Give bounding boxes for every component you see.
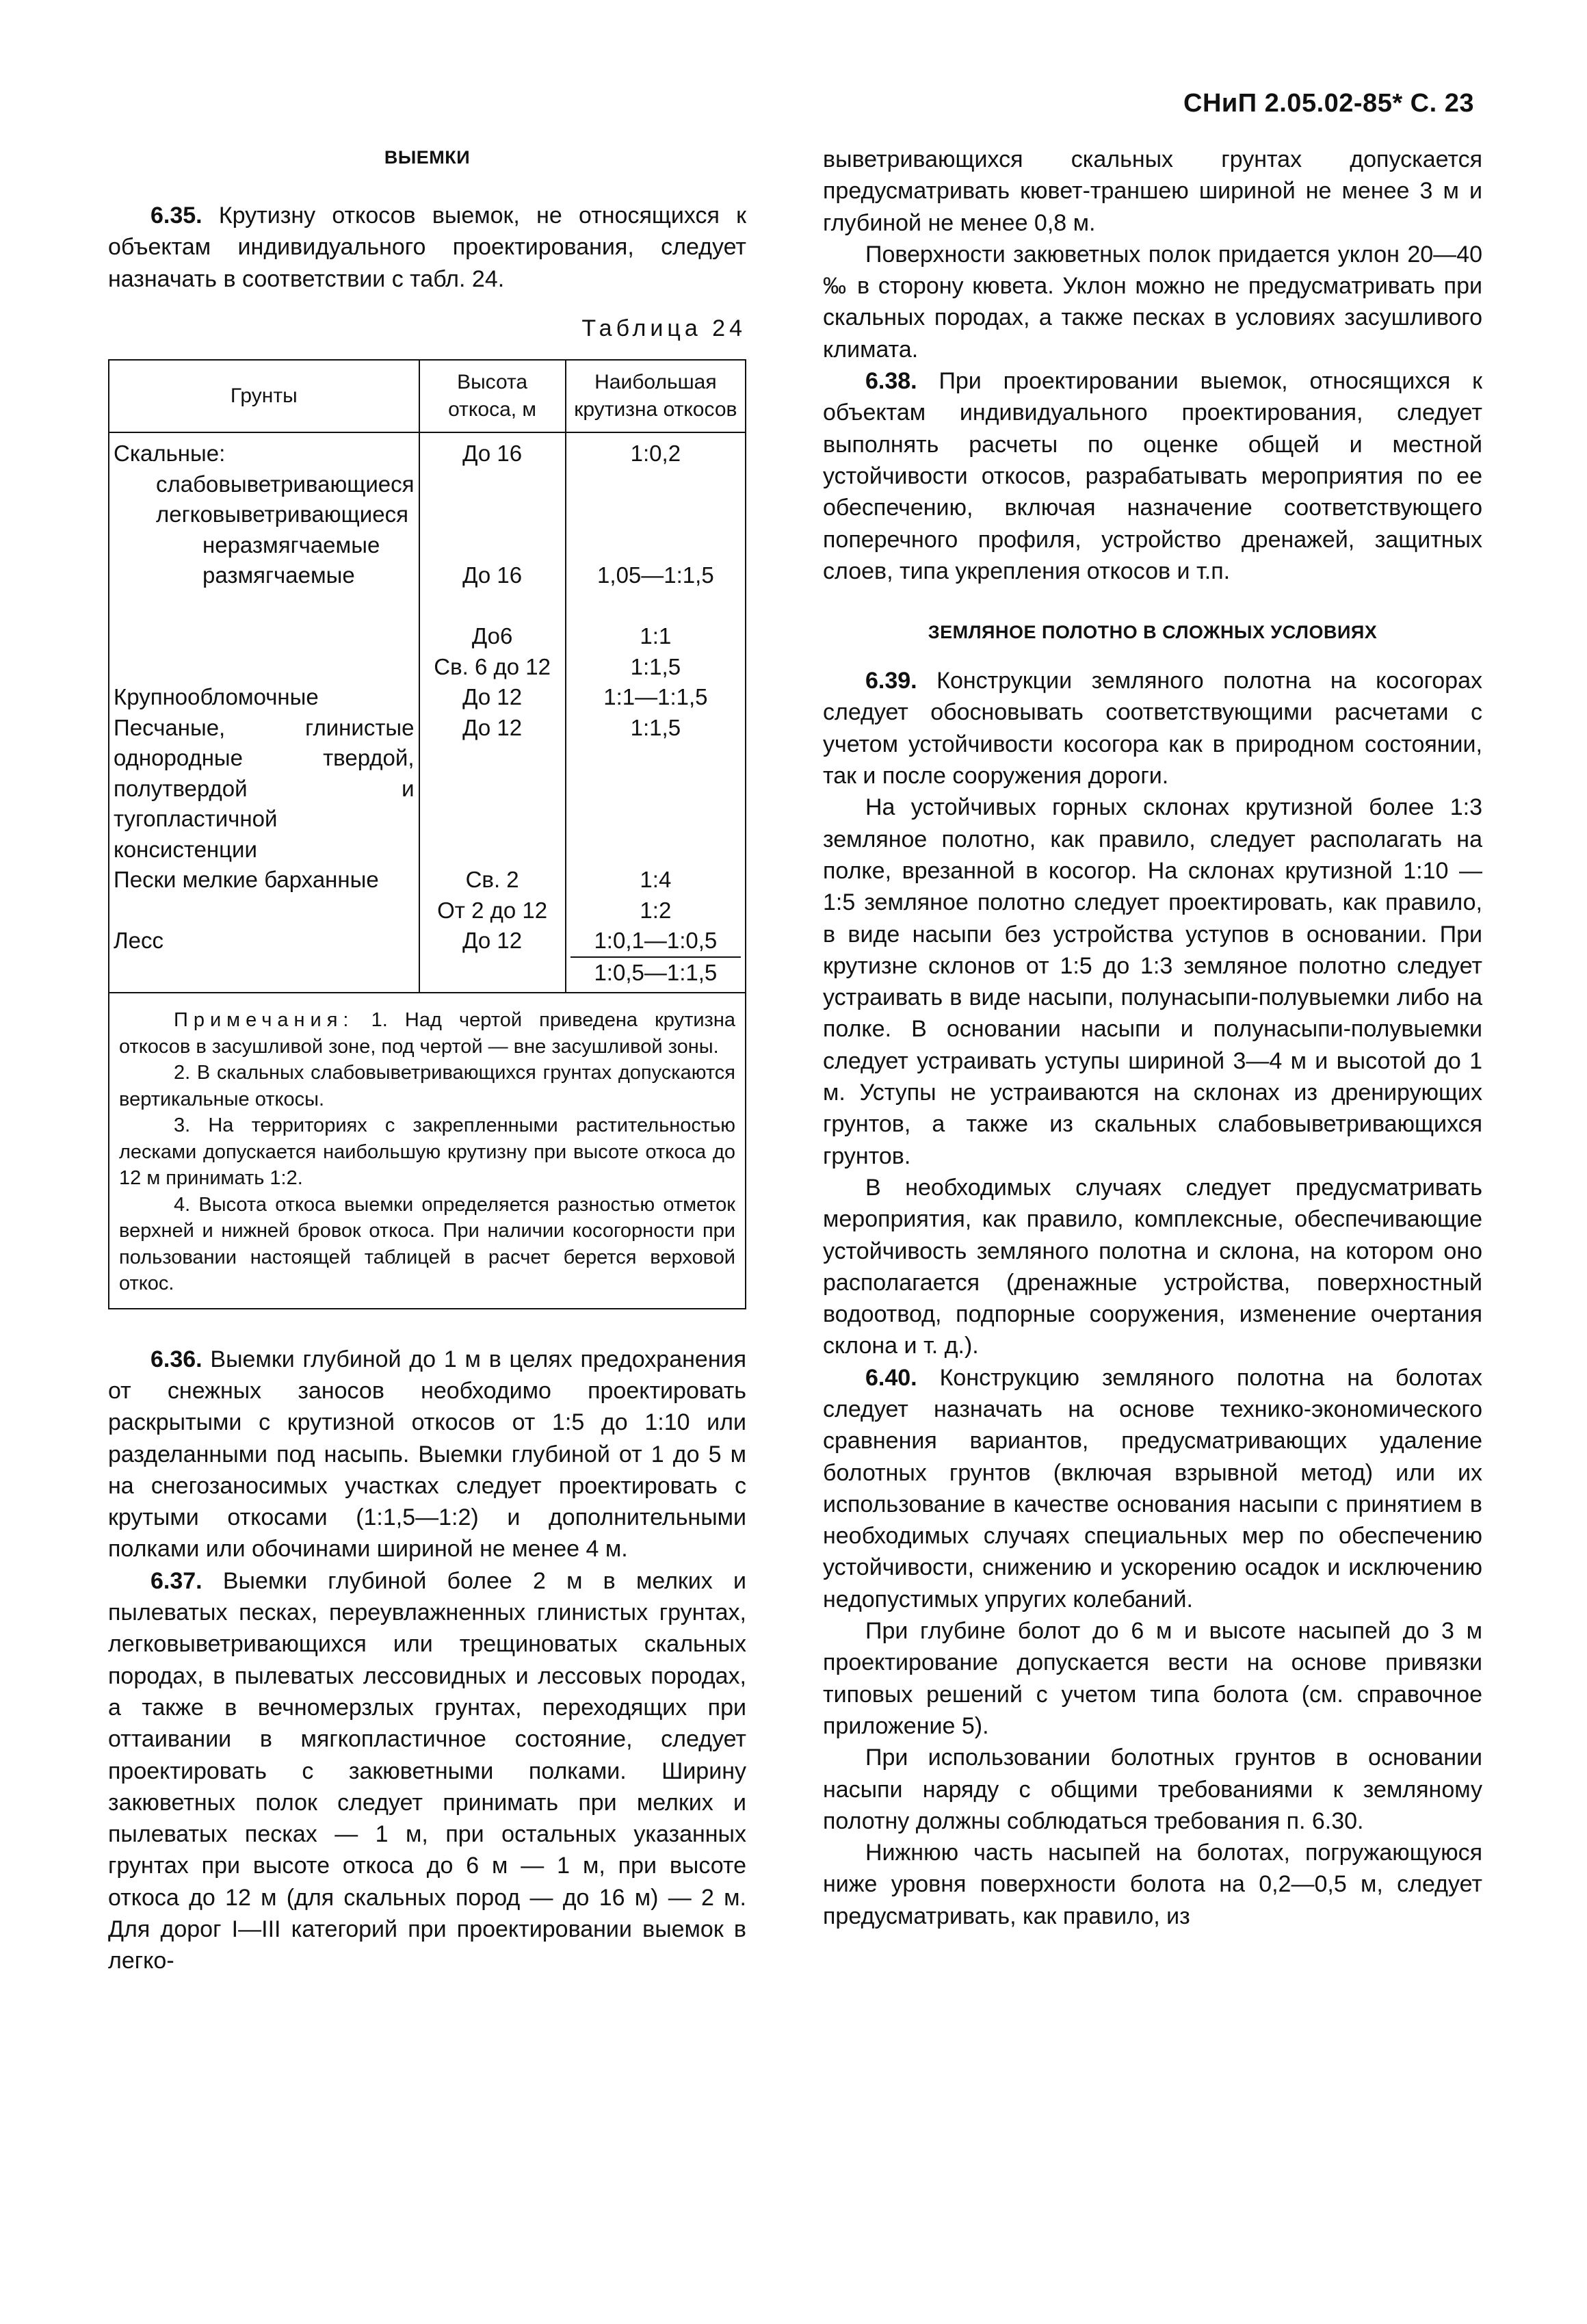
slope-value: 1:0,2	[630, 441, 681, 467]
cell-slope	[566, 865, 746, 926]
cell-slope	[566, 926, 746, 993]
cell-slope: 1:1,5	[566, 713, 746, 865]
height-value: От 2 до 12	[437, 897, 548, 923]
table-row	[109, 432, 746, 682]
table-header-row	[109, 360, 746, 432]
clause-text: Выемки глубиной до 1 м в целях предохранения от снежных заносов необходимо проектировать раскрытыми с крутизной откосов от 1:5 до 1:10 или разделанными под насыпь. Выемки глубиной от 1 до 5 м на снегозаносимых участках следует проектировать с крутыми откосами (1:1,5—1:2) и дополнительными полками или обочинами шириной не менее 4 м.	[108, 1346, 746, 1563]
paragraph-6-35	[108, 200, 746, 295]
notes-label: Примечания:	[174, 1009, 354, 1032]
height-value: До 16	[462, 562, 523, 588]
soil-non-softening: неразмягчаемые	[202, 532, 380, 558]
cell-height: До 12	[419, 713, 566, 865]
table-caption	[108, 313, 746, 344]
cell-soil: Пески мелкие барханные	[109, 865, 419, 926]
cell-slope: 1:1—1:1,5	[566, 682, 746, 713]
clause-number: 6.37.	[150, 1567, 202, 1594]
note-text: 1. Над чертой приведена крутизна откосов в засушливой зоне, под чертой — вне засушливой зоны.	[119, 1009, 735, 1058]
table-row	[109, 713, 746, 865]
note-2: 2. В скальных слабовыветривающихся грунтах допускаются вертикальные откосы.	[119, 1062, 735, 1110]
cell-slope	[566, 432, 746, 682]
paragraph-6-37-continued: выветривающихся скальных грунтах допускается предусматривать кювет-траншею шириной не менее 3 м и глубиной не менее 0,8 м.	[823, 146, 1482, 236]
left-column	[108, 144, 746, 1977]
page-header: СНиП 2.05.02-85* С. 23	[1183, 89, 1474, 118]
table-row	[109, 865, 746, 926]
section-title-excavations: ВЫЕМКИ	[384, 147, 471, 168]
cell-soil: Крупнообломочные	[109, 682, 419, 713]
paragraph-6-40-d: Нижнюю часть насыпей на болотах, погружающуюся ниже уровня поверхности болота на 0,2—0,5 м, следует предусматривать, как правило, из	[823, 1840, 1482, 1929]
cell-height	[419, 432, 566, 682]
slope-value-arid: 1:0,1—1:0,5	[570, 926, 741, 958]
slopes-table	[108, 359, 746, 993]
col-header-soils: Грунты	[109, 360, 419, 432]
slope-value: 1:1,5	[630, 653, 681, 679]
soil-rocky: Скальные:	[114, 441, 226, 467]
paragraph-6-39-b: На устойчивых горных склонах крутизной более 1:3 земляное полотно, как правило, следует располагать на полке, врезанной в косогор. На склонах крутизной 1:10 — 1:5 земляное полотно следует проектировать, как правило, в виде насыпи без устройства уступов в основании. При крутизне склонов от 1:5 до 1:3 земляное полотно следует устраивать в виде насыпи, полунасыпи-полувыемки либо на полке. В основании насыпи и полунасыпи-полувыемки следует устраивать уступы шириной 3—4 м и высотой до 1 м. Уступы не устраиваются на склонах из дренирующих грунтов, а также из скальных слабовыветривающихся грунтов.	[823, 794, 1482, 1169]
clause-text: Конструкцию земляного полотна на болотах следует назначать на основе технико-экономического сравнения вариантов, предусматривающих удаление болотных грунтов (включая взрывной метод) или их использование в качестве основания насыпи с принятием в необходимых случаях специальных мер по обеспечению устойчивости, снижению и ускорению осадок и исключению недопустимых упругих колебаний.	[823, 1364, 1482, 1613]
col-header-height: Высота откоса, м	[419, 360, 566, 432]
soil-weakly-weathering: слабовыветривающиеся	[156, 471, 415, 497]
col-header-steepness: Наибольшая крутизна откосов	[566, 360, 746, 432]
paragraph-6-39-c: В необходимых случаях следует предусматривать мероприятия, как правило, комплексные, обеспечивающие устойчивость земляного полотна и склона, на котором оно располагается (дренажные устройства, поверхностный водоотвод, подпорные сооружения, изменение очертания склона и т. д.).	[823, 1174, 1482, 1359]
slope-value-non-arid: 1:0,5—1:1,5	[594, 959, 718, 985]
clause-number: 6.39.	[865, 668, 917, 694]
slope-value: 1:4	[640, 867, 672, 893]
height-value: До 16	[462, 441, 523, 467]
cell-soil: Песчаные, глинистые однородные твердой, полутвердой и тугопластичной консистенции	[109, 713, 419, 865]
slope-value: 1:2	[640, 897, 672, 923]
cell-soil: Лесс	[109, 926, 419, 993]
note-1	[119, 1007, 735, 1060]
table-notes	[108, 993, 746, 1309]
height-value: До6	[471, 623, 513, 649]
slope-value: 1:1	[640, 623, 672, 649]
cell-soil	[109, 432, 419, 682]
right-column	[823, 144, 1482, 1932]
slope-value: 1,05—1:1,5	[597, 562, 714, 588]
soil-easily-weathering: легковыветривающиеся	[156, 501, 408, 527]
paragraph-6-39	[823, 665, 1482, 792]
cell-height: До 12	[419, 926, 566, 993]
clause-text: Крутизну откосов выемок, не относящихся к объектам индивидуального проектирования, следует назначать в соответствии с табл. 24.	[108, 203, 746, 292]
table-caption-text: Таблица 24	[581, 315, 746, 341]
height-value: Св. 6 до 12	[434, 653, 551, 679]
paragraph-6-37-b: Поверхности закюветных полок придается уклон 20—40 ‰ в сторону кювета. Уклон можно не предусматривать при скальных породах, а также песках в условиях засушливого климата.	[823, 241, 1482, 363]
paragraph-6-40-c: При использовании болотных грунтов в основании насыпи наряду с общими требованиями к земляному полотну должны соблюдаться требования п. 6.30.	[823, 1745, 1482, 1834]
soil-softening: размягчаемые	[202, 562, 355, 588]
paragraph-6-37	[108, 1565, 746, 1977]
note-3: 3. На территориях с закрепленными растительностью лесками допускается наибольшую крутизну при высоте откоса до 12 м принимать 1:2.	[119, 1114, 735, 1190]
clause-text: Конструкции земляного полотна на косогорах следует обосновывать соответствующими расчетами с учетом устойчивости косогора как в природном состоянии, так и после сооружения дороги.	[823, 668, 1482, 789]
table-row	[109, 926, 746, 993]
cell-height	[419, 865, 566, 926]
table-row	[109, 682, 746, 713]
cell-height: До 12	[419, 682, 566, 713]
clause-text: Выемки глубиной более 2 м в мелких и пылеватых песках, переувлажненных глинистых грунтах, легковыветривающихся или трещиноватых скальных породах, в пылеватых лессовидных и лессовых породах, а также в вечномерзлых грунтах, переходящих при оттаивании в мягкопластичное состояние, следует проектировать с закюветными полками. Ширину закюветных полок следует принимать при мелких и пылеватых песках — 1 м, при остальных указанных грунтах при высоте откоса до 6 м — 1 м, при высоте откоса до 12 м (для скальных пород — до 16 м) — 2 м. Для дорог I—III категорий при проектировании выемок в легко-	[108, 1567, 746, 1974]
section-title-difficult-conditions: ЗЕМЛЯНОЕ ПОЛОТНО В СЛОЖНЫХ УСЛОВИЯХ	[928, 622, 1378, 643]
clause-text: При проектировании выемок, относящихся к объектам индивидуального проектирования, следует выполнять расчеты по оценке общей и местной устойчивости откосов, разрабатывать мероприятия по ее обеспечению, включая назначение соответствующего поперечного профиля, устройство дренажей, защитных слоев, типа укрепления откосов и т.п.	[823, 368, 1482, 584]
paragraph-6-40	[823, 1362, 1482, 1615]
height-value: Св. 2	[465, 867, 519, 893]
clause-number: 6.35.	[150, 203, 202, 229]
paragraph-6-36	[108, 1344, 746, 1565]
clause-number: 6.40.	[865, 1364, 917, 1391]
clause-number: 6.36.	[150, 1346, 202, 1372]
paragraph-6-40-b: При глубине болот до 6 м и высоте насыпей до 3 м проектирование допускается вести на основе привязки типовых решений с учетом типа болота (см. справочное приложение 5).	[823, 1618, 1482, 1739]
note-4: 4. Высота откоса выемки определяется разностью отметок верхней и нижней бровок откоса. При наличии косогорности при пользовании настоящей таблицей в расчет берется верховой откос.	[119, 1193, 735, 1295]
paragraph-6-38	[823, 365, 1482, 587]
clause-number: 6.38.	[865, 368, 917, 395]
